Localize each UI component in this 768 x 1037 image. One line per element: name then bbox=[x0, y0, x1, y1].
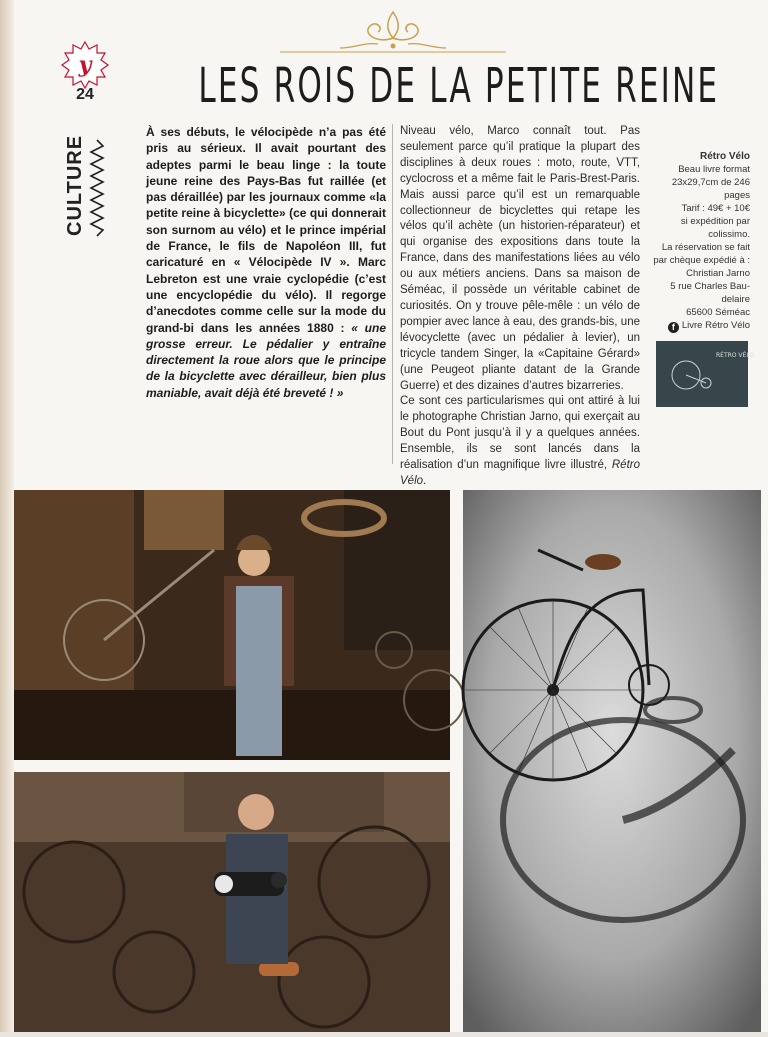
page-title: LES ROIS DE LA PETITE REINE bbox=[198, 58, 720, 114]
body-column bbox=[400, 124, 640, 490]
intro-text: À ses débuts, le vélocipède n’a pas été pris au sérieux. Il avait pourtant des adeptes parmi le beau linge : la toute jeune reine des Pays-Bas fut raillée (et pas déraillée) par les journaux comme «la petite reine à bicyclette» (ce qui donnerait son surnom au vélo) et le prince impérial de France, le fils de Napoléon III, fut caricaturé en « Vélocipède IV ». Marc Lebreton est une vraie cyclopédie (c’est une encyclopédie du vélo). Il regorge d’anecdotes comme celle sur la mode du grand-bi dans les années 1880 : bbox=[146, 125, 386, 335]
body-paragraph-1: Niveau vélo, Marco connaît tout. Pas seulement parce qu’il pratique la plupart des disciplines à deux roues : moto, route, VTT, cyclocross et a même fait le Paris-Brest-Paris. Mais aussi parce qu’il est un remarquable collectionneur de bicyclettes qui retape les vélos qu’il achète (un historien-réparateur) et qui organise des expositions dans toute la France, dans des manifestations liées au vélo ou aux métiers anciens. Dans sa maison de Séméac, il possède un véritable cabinet de curiosités. On y trouve pêle-mêle : un vélo de pompier avec lance à eau, des grands-bis, une lévocyclette (avec un pédalier à levier), un tricycle tandem Singer, la «Capitaine Gérard» (une Peugeot pliante datant de la Grande Guerre) et des dizaines d’autres bizarreries. bbox=[400, 125, 640, 392]
intro-quote: « une grosse erreur. Le pédalier y entraîne directement la roue alors que le principe de la bicyclette avec dérailleur, bien plus maniable, avait déjà été breveté ! » bbox=[146, 320, 387, 400]
sidebar-line: Beau livre format bbox=[678, 164, 750, 175]
workshop-photo bbox=[14, 490, 450, 760]
sidebar-line: si expédition par bbox=[680, 216, 750, 227]
zigzag-decoration-icon bbox=[90, 140, 104, 236]
book-cover-image bbox=[656, 341, 755, 407]
sidebar-line: 65600 Séméac bbox=[686, 307, 750, 318]
book-cover-art bbox=[656, 341, 755, 407]
column-divider bbox=[392, 124, 393, 464]
workshop-scene bbox=[14, 490, 450, 760]
page-edge bbox=[0, 0, 14, 1032]
sidebar-heading: Rétro Vélo bbox=[699, 151, 750, 162]
facebook-link[interactable] bbox=[644, 319, 750, 333]
logo-letter: y bbox=[78, 52, 92, 78]
penny-farthing-photo bbox=[463, 490, 761, 1032]
body-paragraph-2-text: Ce sont ces particularismes qui ont attiré à lui le photographe Christian Jarno, qui exerçait au Bout du Pont jusqu’à il y a quelques années. Ensemble, ils se sont lancés dans la réalisation d’un magnifique livre illustré, bbox=[400, 395, 640, 472]
body-paragraph-2-end: . bbox=[423, 474, 427, 487]
sidebar-line: Christian Jarno bbox=[686, 268, 750, 279]
collection-scene bbox=[14, 772, 450, 1032]
magazine-logo-icon bbox=[60, 40, 110, 90]
sidebar-line: Tarif : 49€ + 10€ bbox=[681, 203, 750, 214]
book-cover-title: RÉTRO VÉLO bbox=[716, 352, 755, 359]
sidebar-line: colissimo. bbox=[708, 229, 750, 240]
sidebar-line: 5 rue Charles Bau- bbox=[670, 281, 750, 292]
sidebar-line: 23x29,7cm de 246 bbox=[671, 177, 750, 188]
facebook-label: Livre Rétro Vélo bbox=[681, 320, 750, 331]
sidebar-line: pages bbox=[724, 190, 750, 201]
facebook-icon: f bbox=[668, 322, 679, 333]
sidebar-line: delaire bbox=[721, 294, 750, 305]
intro-column bbox=[146, 124, 386, 401]
body-paragraph-2 bbox=[400, 394, 640, 489]
section-label: CULTURE bbox=[64, 134, 86, 236]
page-number: 24 bbox=[76, 86, 94, 103]
collection-photo bbox=[14, 772, 450, 1032]
penny-farthing-scene bbox=[463, 490, 761, 1032]
gold-ornament-icon bbox=[280, 8, 506, 56]
sidebar-line: La réservation se fait bbox=[661, 242, 750, 253]
sidebar-line: par chèque expédié à : bbox=[653, 255, 750, 266]
book-info-sidebar bbox=[644, 150, 750, 333]
book-title-inline: Rétro Vélo bbox=[400, 459, 640, 487]
